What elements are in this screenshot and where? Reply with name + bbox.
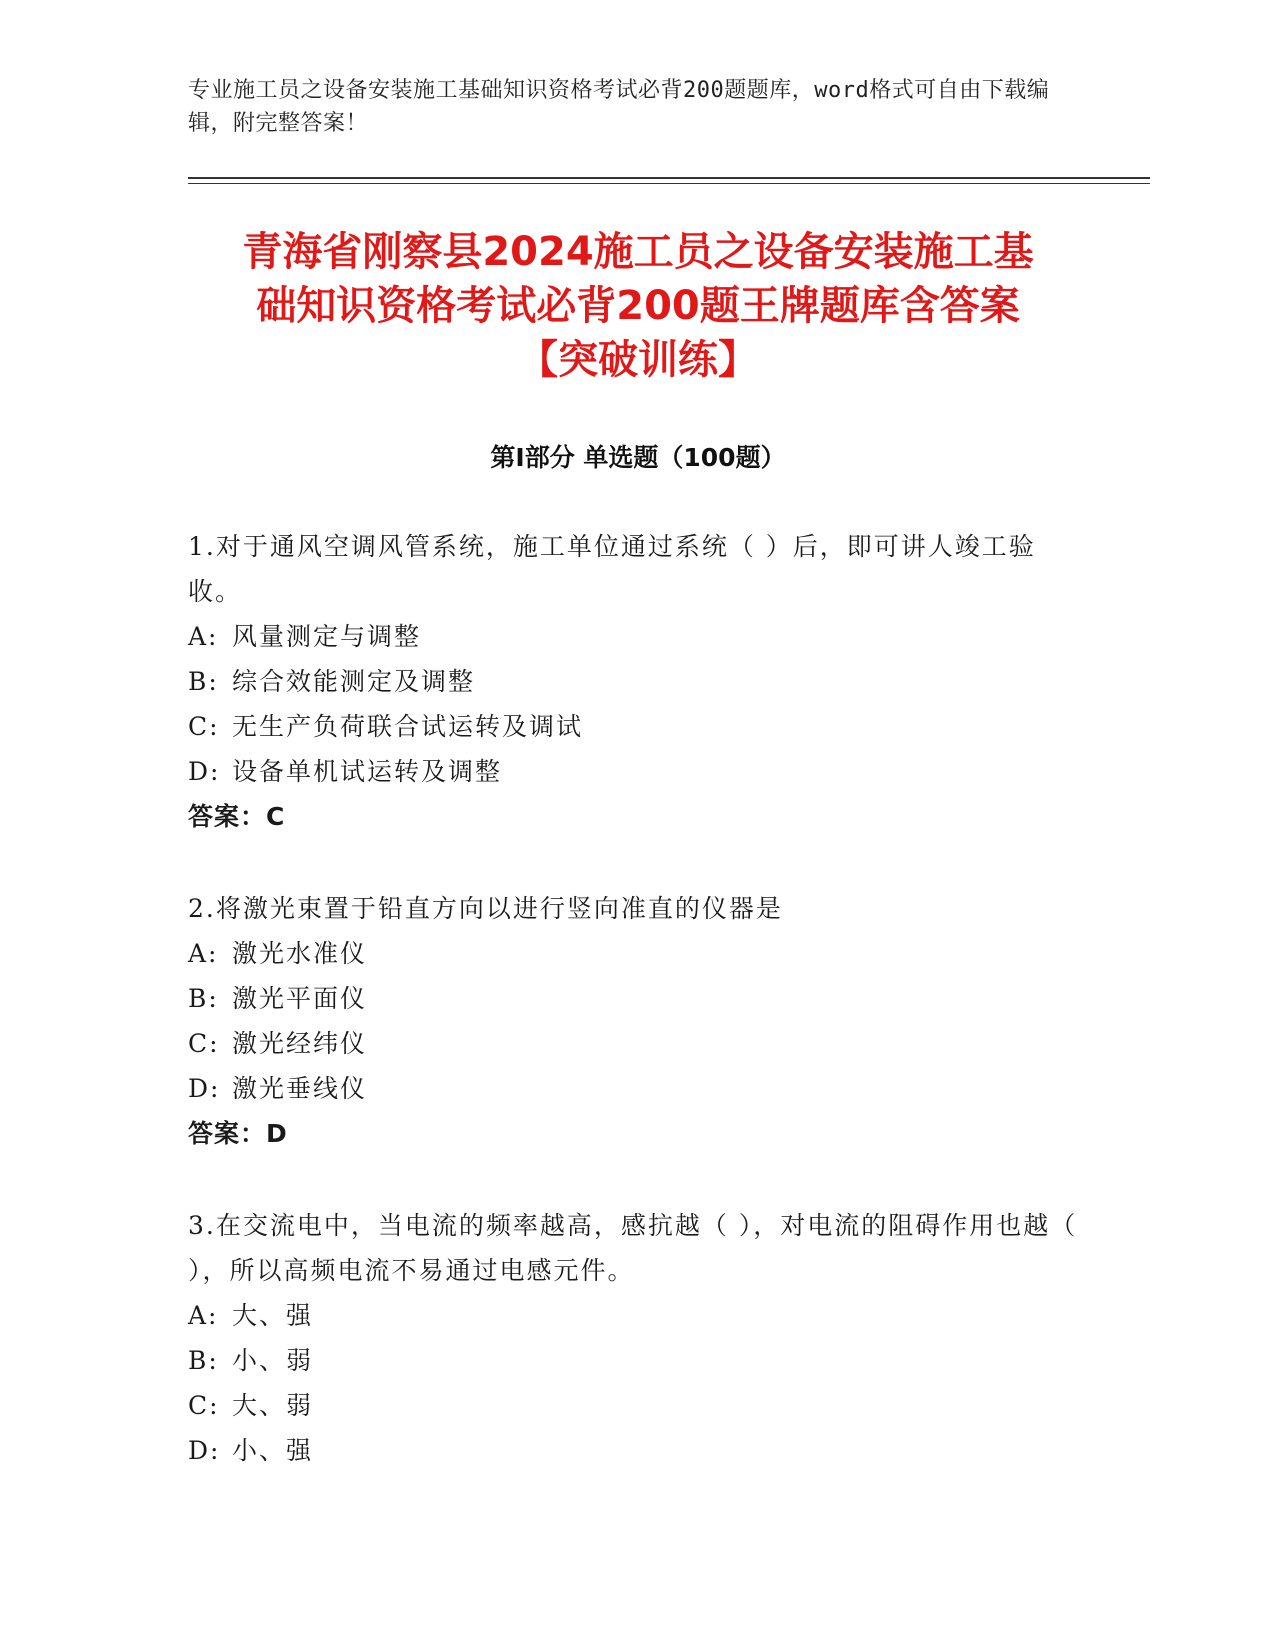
title-line-2: 础知识资格考试必背200题王牌题库含答案: [256, 283, 1020, 329]
section-title: 第Ⅰ部分 单选题（100题）: [490, 443, 786, 472]
option-text: 激光垂线仪: [232, 1074, 368, 1103]
option-b: [188, 976, 1088, 1021]
option-b: [188, 1338, 1088, 1383]
option-letter: C:: [188, 712, 220, 741]
document-title: [188, 225, 1088, 387]
option-letter: D:: [188, 1074, 221, 1103]
option-c: [188, 1021, 1088, 1066]
option-text: 设备单机试运转及调整: [232, 757, 503, 786]
answer-label: 答案：C: [188, 802, 286, 831]
option-letter: D:: [188, 757, 221, 786]
option-d: [188, 1428, 1088, 1473]
option-d: [188, 749, 1088, 794]
answer-label: 答案：D: [188, 1119, 288, 1148]
option-text: 小、弱: [232, 1346, 314, 1375]
title-line-3: 【突破训练】: [518, 337, 758, 383]
header-divider-thin: [188, 183, 1150, 184]
option-letter: C:: [188, 1391, 220, 1420]
option-letter: A:: [188, 939, 219, 968]
option-text: 大、弱: [232, 1391, 314, 1420]
title-line-1: 青海省刚察县2024施工员之设备安装施工基: [242, 229, 1034, 275]
question-2: [188, 886, 1088, 1156]
option-text: 综合效能测定及调整: [232, 667, 476, 696]
option-text: 无生产负荷联合试运转及调试: [232, 712, 584, 741]
option-c: [188, 704, 1088, 749]
option-a: [188, 1293, 1088, 1338]
question-stem: 2.将激光束置于铅直方向以进行竖向准直的仪器是: [188, 894, 783, 923]
option-d: [188, 1066, 1088, 1111]
question-3: [188, 1203, 1088, 1473]
header-divider-thick: [188, 177, 1150, 179]
question-1: [188, 524, 1088, 839]
question-stem: 1.对于通风空调风管系统，施工单位通过系统（ ）后，即可讲人竣工验收。: [188, 532, 1036, 606]
option-a: [188, 614, 1088, 659]
option-letter: A:: [188, 622, 219, 651]
option-letter: D:: [188, 1436, 221, 1465]
question-stem: 3.在交流电中，当电流的频率越高，感抗越（ ），对电流的阻碍作用也越（ ），所以高频电流不易通过电感元件。: [188, 1211, 1078, 1285]
option-text: 大、强: [232, 1301, 314, 1330]
option-text: 激光平面仪: [232, 984, 368, 1013]
option-a: [188, 931, 1088, 976]
option-c: [188, 1383, 1088, 1428]
option-letter: B:: [188, 667, 219, 696]
option-letter: C:: [188, 1029, 220, 1058]
option-b: [188, 659, 1088, 704]
header-note: 专业施工员之设备安装施工基础知识资格考试必背200题题库，word格式可自由下载编辑，附完整答案！: [188, 78, 1050, 136]
option-letter: B:: [188, 984, 219, 1013]
option-letter: B:: [188, 1346, 219, 1375]
option-letter: A:: [188, 1301, 219, 1330]
option-text: 风量测定与调整: [232, 622, 422, 651]
option-text: 激光水准仪: [232, 939, 368, 968]
option-text: 激光经纬仪: [232, 1029, 368, 1058]
option-text: 小、强: [232, 1436, 314, 1465]
